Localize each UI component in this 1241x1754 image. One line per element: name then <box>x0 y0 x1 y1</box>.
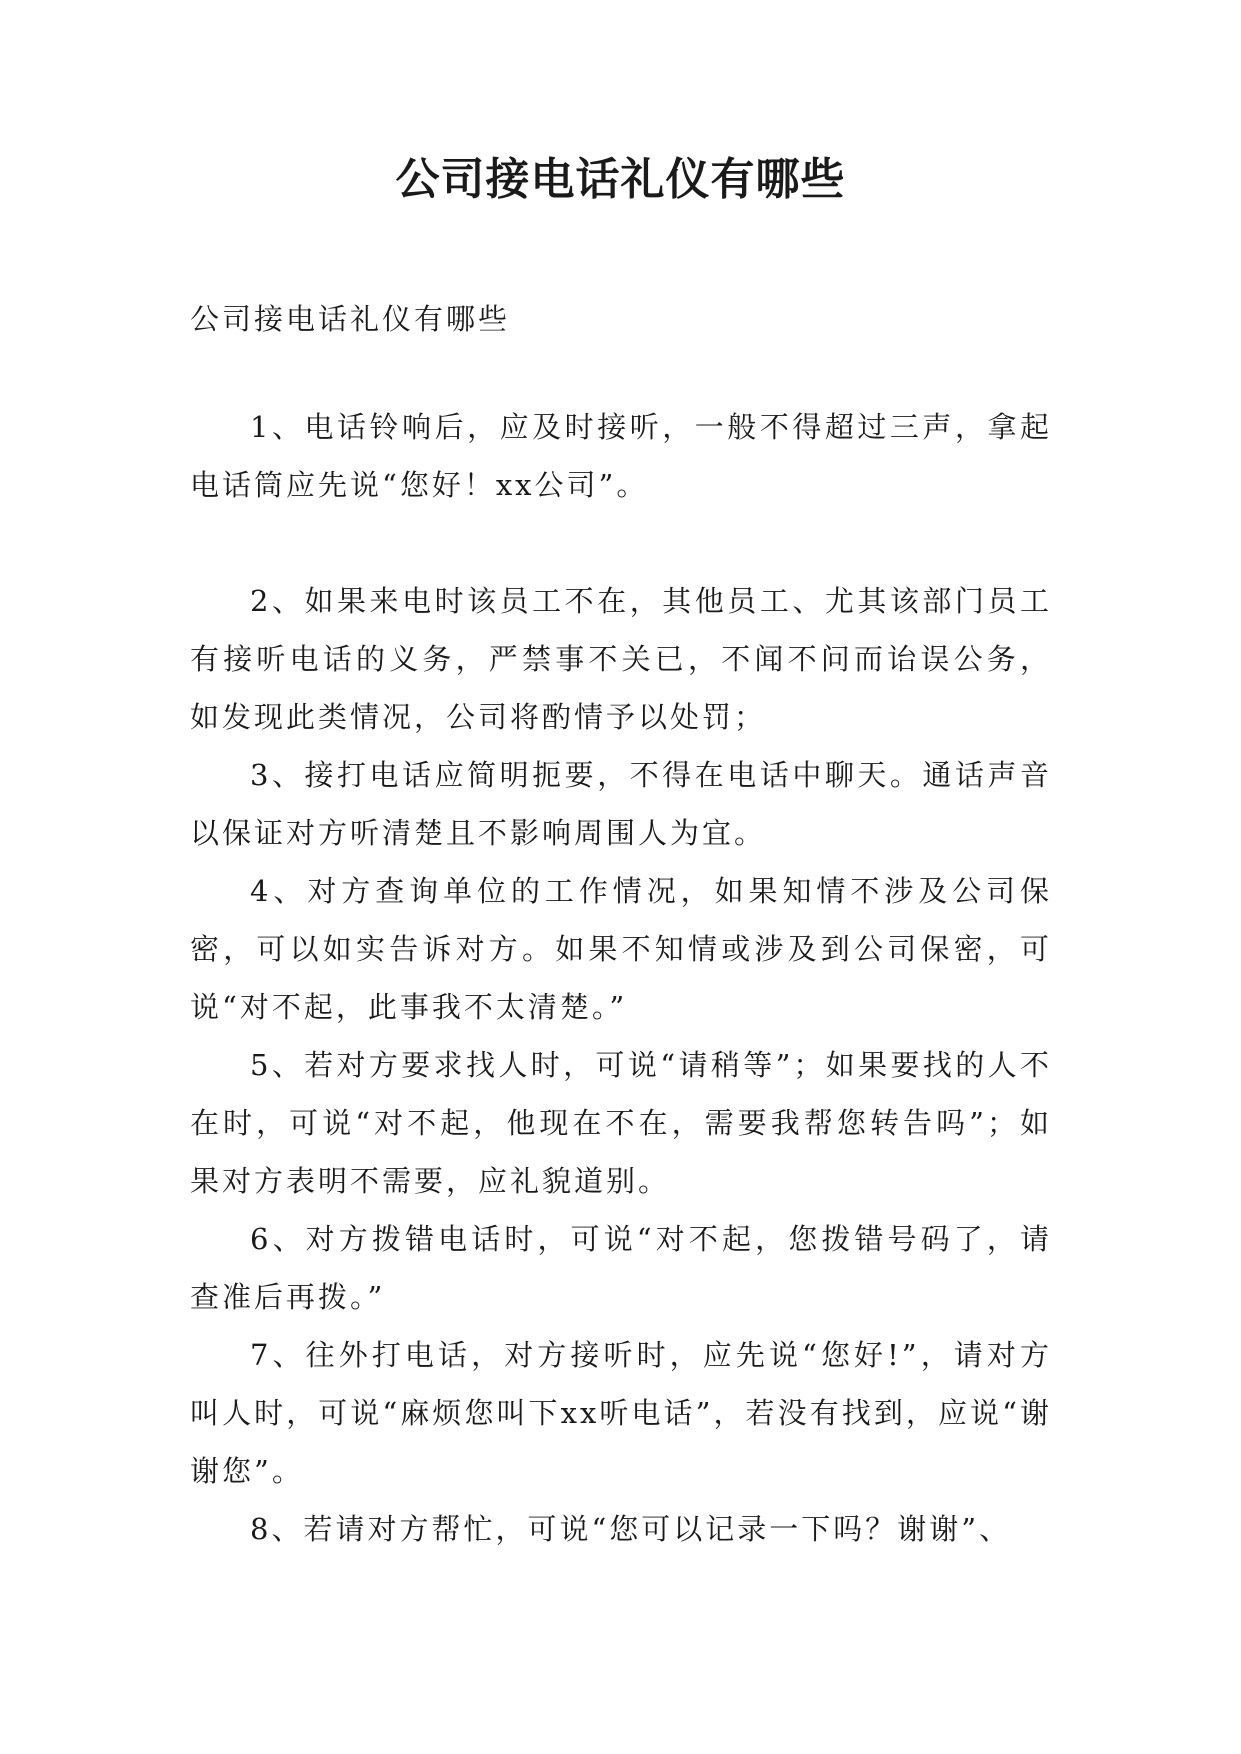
document-body <box>190 290 1052 1558</box>
paragraph-7: 7、往外打电话，对方接听时，应先说“您好!”，请对方叫人时，可说“麻烦您叫下xx听电话”，若没有找到，应说“谢谢您”。 <box>190 1338 1052 1488</box>
paragraph-1: 1、电话铃响后，应及时接听，一般不得超过三声，拿起电话筒应先说“您好！xx公司”。 <box>190 410 1052 502</box>
paragraph-6: 6、对方拨错电话时，可说“对不起，您拨错号码了，请查准后再拨。” <box>190 1222 1052 1314</box>
document-subtitle: 公司接电话礼仪有哪些 <box>190 302 511 336</box>
paragraph-8: 8、若请对方帮忙，可说“您可以记录一下吗？谢谢”、 <box>250 1512 1012 1546</box>
paragraph-3: 3、接打电话应简明扼要，不得在电话中聊天。通话声音以保证对方听清楚且不影响周围人为宜。 <box>190 758 1052 850</box>
paragraph-2: 2、如果来电时该员工不在，其他员工、尤其该部门员工有接听电话的义务，严禁事不关已，不闻不问而诒误公务，如发现此类情况，公司将酌情予以处罚； <box>190 584 1052 734</box>
paragraph-5: 5、若对方要求找人时，可说“请稍等”；如果要找的人不在时，可说“对不起，他现在不在，需要我帮您转告吗”；如果对方表明不需要，应礼貌道别。 <box>190 1048 1052 1198</box>
document-title: 公司接电话礼仪有哪些 <box>395 154 846 205</box>
paragraph-4: 4、对方查询单位的工作情况，如果知情不涉及公司保密，可以如实告诉对方。如果不知情或涉及到公司保密，可说“对不起，此事我不太清楚。” <box>190 874 1052 1024</box>
